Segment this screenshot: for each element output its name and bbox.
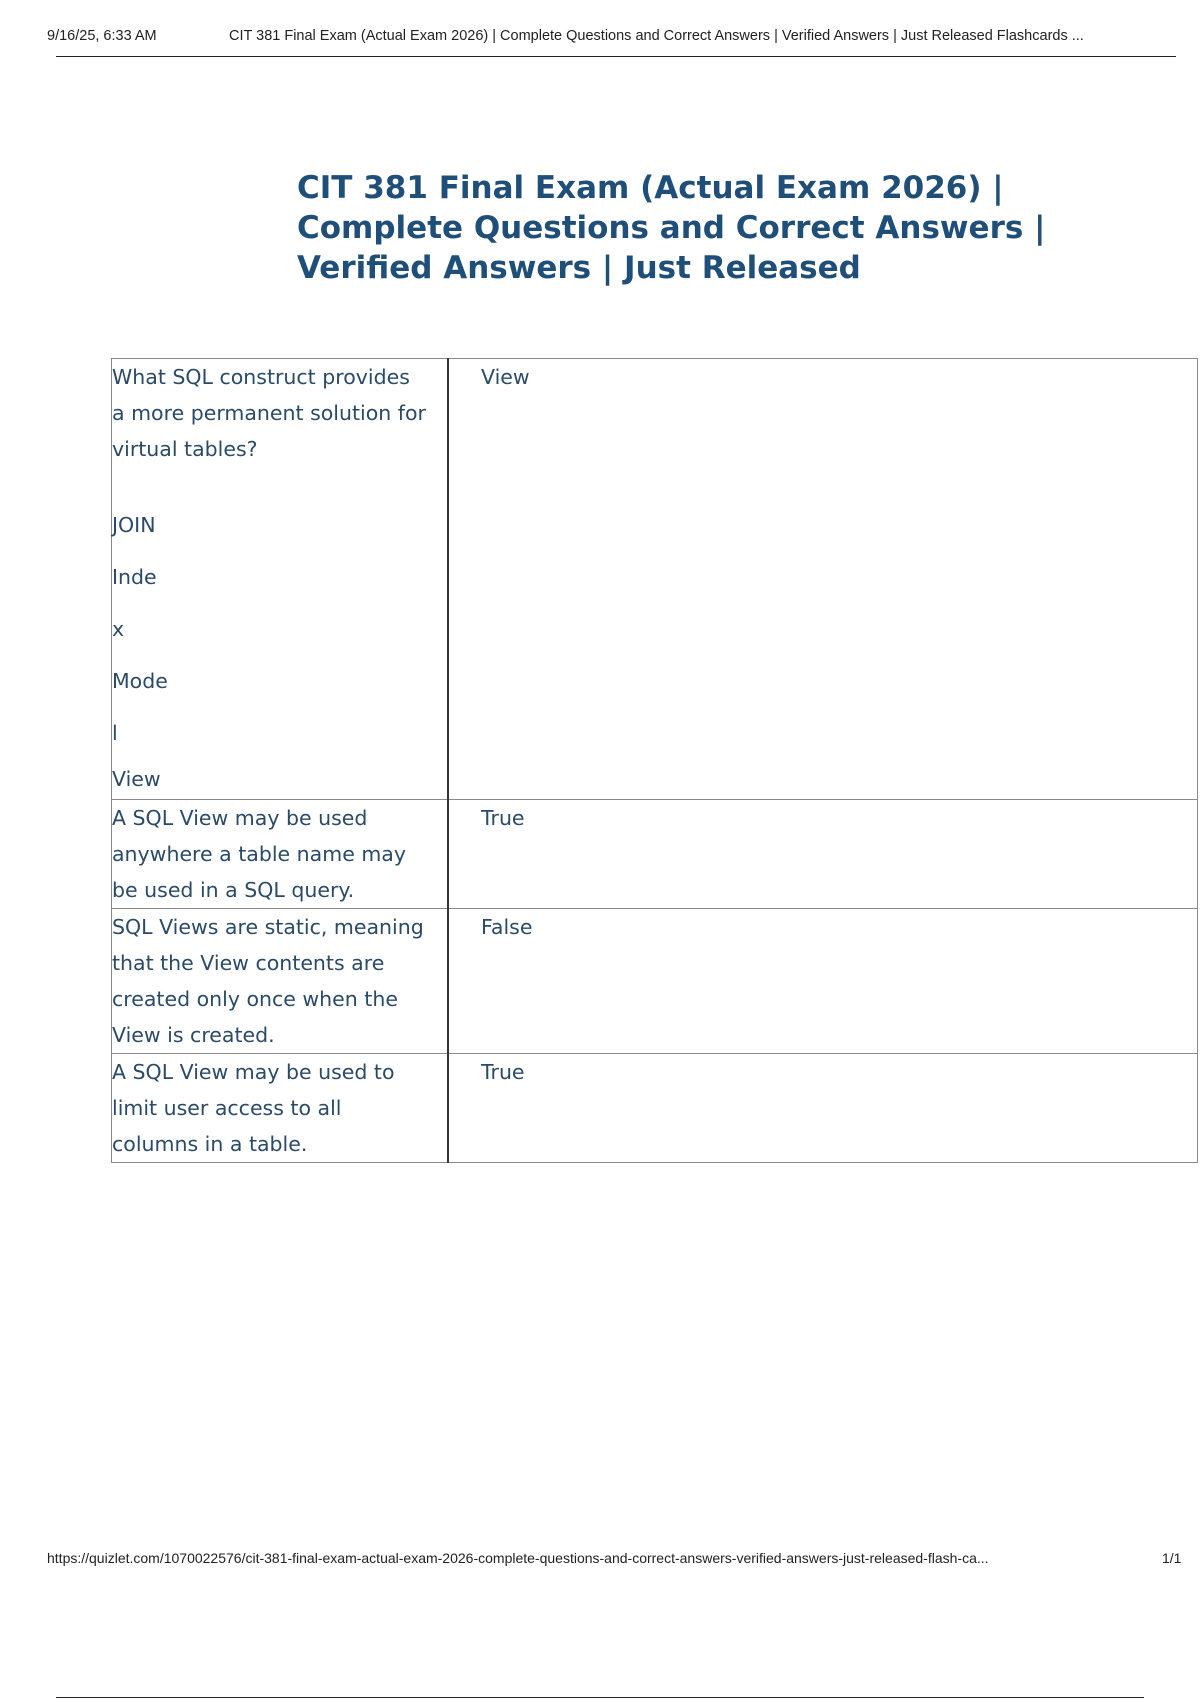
definition-text: View (481, 365, 530, 389)
answer-option: x (112, 617, 125, 641)
page-url: https://quizlet.com/1070022576/cit-381-final-exam-actual-exam-2026-complete-questions-and-correct-answers-verified-answers-just-released-flash-ca... (47, 1550, 989, 1566)
term-line: be used in a SQL query. (112, 878, 355, 902)
term-line: View is created. (112, 1023, 275, 1047)
term-line: that the View contents are (112, 951, 385, 975)
answer-option: Inde (112, 565, 157, 589)
term-line: created only once when the (112, 987, 398, 1011)
flashcard-row (112, 359, 1198, 800)
flashcard-term (112, 1054, 449, 1163)
term-line: A SQL View may be used (112, 806, 368, 830)
page-count: 1/1 (1162, 1550, 1182, 1566)
print-page-title: CIT 381 Final Exam (Actual Exam 2026) | Complete Questions and Correct Answers | Verified Answers | Just Released Flashcards ... (229, 28, 1084, 44)
flashcard-definition (448, 909, 1198, 1054)
flashcard-row (112, 909, 1198, 1054)
footer-divider (56, 1697, 1144, 1698)
print-date: 9/16/25, 6:33 AM (47, 28, 157, 44)
flashcard-definition (448, 1054, 1198, 1163)
term-line: A SQL View may be used to (112, 1060, 395, 1084)
term-line: SQL Views are static, meaning (112, 915, 424, 939)
flashcard-row (112, 800, 1198, 909)
answer-option: View (112, 767, 161, 791)
flashcard-term (112, 359, 449, 800)
flashcard-row (112, 1054, 1198, 1163)
term-line: virtual tables? (112, 437, 258, 461)
definition-text: True (481, 1060, 525, 1084)
term-line: limit user access to all (112, 1096, 342, 1120)
answer-option: l (112, 721, 118, 745)
answer-option: JOIN (112, 513, 156, 537)
term-line: anywhere a table name may (112, 842, 406, 866)
flashcard-definition (448, 359, 1198, 800)
flashcard-term (112, 800, 449, 909)
term-line: columns in a table. (112, 1132, 308, 1156)
flashcard-definition (448, 800, 1198, 909)
flashcard-table (111, 358, 1198, 1163)
definition-text: False (481, 915, 533, 939)
answer-option: Mode (112, 669, 168, 693)
term-line: What SQL construct provides (112, 365, 410, 389)
term-line: a more permanent solution for (112, 401, 426, 425)
definition-text: True (481, 806, 525, 830)
document-title: CIT 381 Final Exam (Actual Exam 2026) | Complete Questions and Correct Answers | Verified Answers | Just Released (297, 170, 1046, 286)
flashcard-term (112, 909, 449, 1054)
header-divider (56, 56, 1176, 57)
